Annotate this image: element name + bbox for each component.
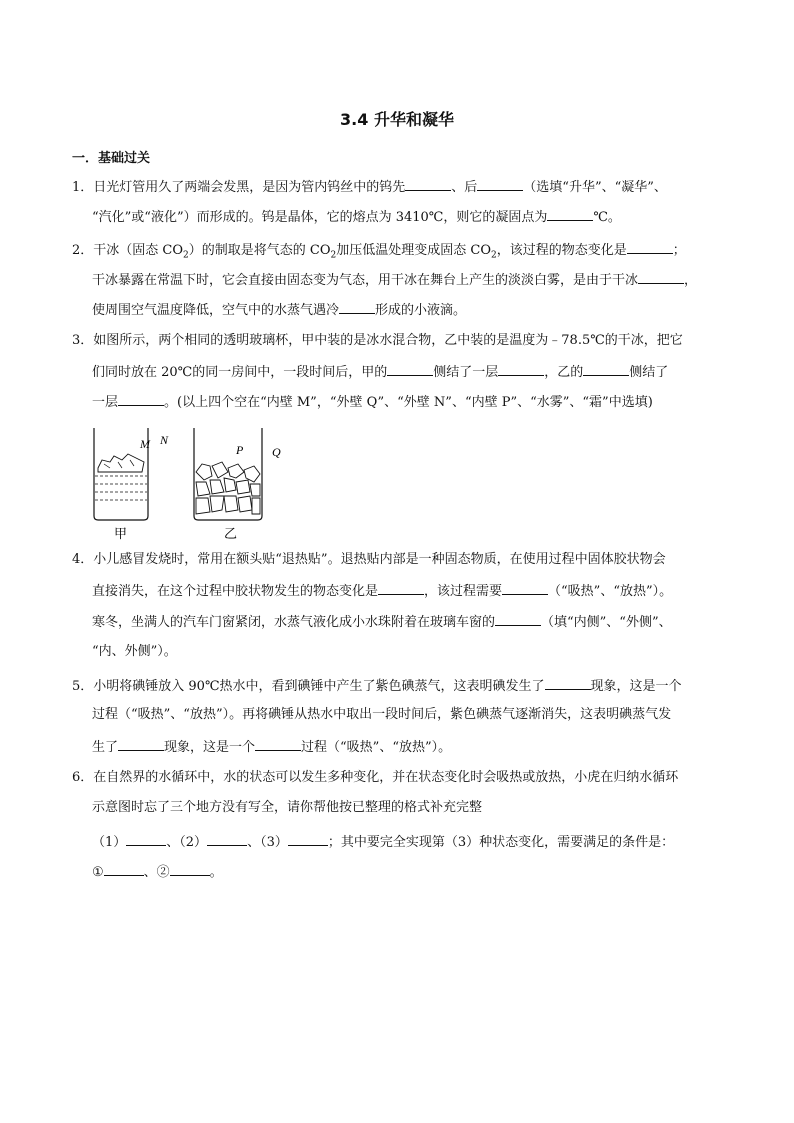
answer-blank[interactable]	[118, 738, 164, 751]
q3-line-2: 们同时放在 20℃的同一房间中，一段时间后，甲的 侧结了一层 ，乙的 侧结了	[92, 365, 669, 380]
answer-blank[interactable]	[378, 582, 424, 595]
q6-line-2: 示意图时忘了三个地方没有写全，请你帮他按已整理的格式补充完整	[92, 800, 483, 815]
q4-line-1: 4．小儿感冒发烧时，常用在额头贴“退热贴”。退热贴内部是一种固态物质，在使用过程中固体胶状物会	[72, 552, 666, 567]
answer-blank[interactable]	[118, 393, 164, 406]
q5-line-1: 5．小明将碘锤放入 90℃热水中，看到碘锤中产生了紫色碘蒸气，这表明碘发生了 现象，这是一个	[72, 679, 682, 694]
q3-line-3: 一层 。(以上四个空在“内壁 M”，“外壁 Q”、“外壁 N”、“内壁 P”、“水雾”、“霜”中选填)	[92, 395, 653, 410]
glass-yi	[194, 428, 262, 520]
answer-blank[interactable]	[405, 178, 451, 191]
q3-line-1: 3．如图所示，两个相同的透明玻璃杯，甲中装的是冰水混合物，乙中装的是温度为﹣78.5℃的干冰，把它	[72, 333, 683, 348]
answer-blank[interactable]	[104, 863, 144, 876]
q4-line-2: 直接消失，在这个过程中胶状物发生的物态变化是 ，该过程需要 （“吸热”、“放热”）。	[92, 584, 673, 599]
answer-blank[interactable]	[502, 582, 548, 595]
answer-blank[interactable]	[255, 738, 301, 751]
answer-blank[interactable]	[627, 241, 673, 254]
section-heading: 一．基础过关	[72, 151, 151, 166]
label-N: N	[160, 433, 169, 447]
label-yi: 乙	[224, 527, 238, 542]
answer-blank[interactable]	[477, 178, 523, 191]
label-jia: 甲	[114, 527, 128, 542]
q2-line-2: 干冰暴露在常温下时，它会直接由固态变为气态，用干冰在舞台上产生的淡淡白雾，是由于干冰 ，	[92, 273, 698, 288]
answer-blank[interactable]	[387, 363, 433, 376]
answer-blank[interactable]	[545, 677, 591, 690]
answer-blank[interactable]	[495, 613, 541, 626]
q5-line-2: 过程（“吸热”、“放热”）。再将碘锤从热水中取出一段时间后，紫色碘蒸气逐渐消失，这表明碘蒸气发	[92, 707, 672, 722]
answer-blank[interactable]	[638, 271, 684, 284]
q2-line-3: 使周围空气温度降低，空气中的水蒸气遇冷 形成的小液滴。	[92, 303, 467, 318]
q1-line-1: 1．日光灯管用久了两端会发黑，是因为管内钨丝中的钨先 、后 （选填“升华”、“凝华”、	[72, 180, 667, 195]
q1-line-2: “汽化”或“液化”）而形成的。钨是晶体，它的熔点为 3410℃，则它的凝固点为 ℃。	[92, 210, 621, 225]
label-P: P	[236, 443, 244, 457]
q2-line-1: 2．干冰（固态 $CO_2$）的制取是将气态的 $CO_2$加压低温处理变成固态 $CO_2$，该过程的物态变化是 ；	[72, 243, 686, 261]
answer-blank[interactable]	[339, 301, 375, 314]
answer-blank[interactable]	[498, 363, 544, 376]
q5-line-3: 生了 现象，这是一个 过程（“吸热”、“放热”）。	[92, 740, 452, 755]
q6-line-4: ① 、② 。	[92, 865, 223, 880]
answer-blank[interactable]	[583, 363, 629, 376]
q6-line-1: 6．在自然界的水循环中，水的状态可以发生多种变化，并在状态变化时会吸热或放热，小虎在归纳水循环	[72, 770, 679, 785]
answer-blank[interactable]	[288, 833, 328, 846]
answer-blank[interactable]	[126, 833, 166, 846]
answer-blank[interactable]	[547, 208, 593, 221]
answer-blank[interactable]	[170, 863, 210, 876]
page-title: 3.4 升华和凝华	[340, 110, 454, 129]
glasses-figure	[86, 420, 296, 545]
q4-line-3: 寒冬，坐满人的汽车门窗紧闭，水蒸气液化成小水珠附着在玻璃车窗的 （填“内侧”、“外侧”、	[92, 615, 672, 630]
label-M: M	[140, 437, 150, 451]
label-Q: Q	[272, 445, 281, 459]
q4-line-4: “内、外侧”）。	[92, 644, 177, 659]
answer-blank[interactable]	[207, 833, 247, 846]
q6-line-3: （1） 、（2） 、（3） ；其中要完全实现第（3）种状态变化，需要满足的条件是：	[92, 835, 675, 850]
